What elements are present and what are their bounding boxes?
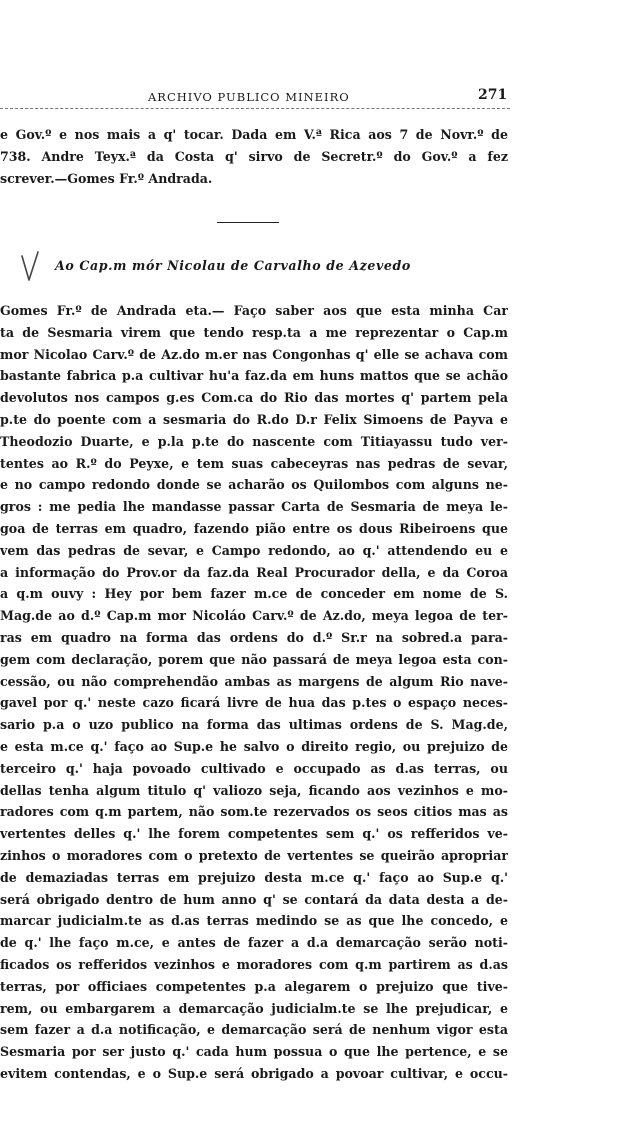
text-line: ta de Sesmaria virem que tendo resp.ta a me reprezentar o Cap.m bbox=[0, 324, 508, 340]
text-line: de q.' lhe faço m.ce, e antes de fazer a d.a demarcação serão noti- bbox=[0, 935, 508, 951]
text-line: evitem contendas, e o Sup.e será obrigado a povoar cultivar, e occu- bbox=[0, 1065, 508, 1081]
text-line: de demaziadas terras em prejuizo desta m.ce q.' faço ao Sup.e q.' bbox=[0, 869, 508, 885]
text-line: radores com q.m partem, não som.te rezervados os seos citios mas as bbox=[0, 804, 508, 820]
text-line: screver.—Gomes Fr.º Andrada. bbox=[0, 170, 213, 186]
text-line: e Gov.º e nos mais a q' tocar. Dada em V.ª Rica aos 7 de Novr.º de bbox=[0, 127, 508, 142]
text-line: vertentes delles q.' lhe forem competentes sem q.' os refferidos ve- bbox=[0, 826, 508, 842]
text-line: vem das pedras de sevar, e Campo redondo, ao q.' attendendo eu e bbox=[0, 542, 508, 558]
text-line: p.te do poente com a sesmaria do R.do D.r Felix Simoens de Payva e bbox=[0, 411, 508, 427]
body-paragraph bbox=[0, 300, 508, 1085]
text-line: devolutos nos campos g.es Com.ca do Rio das mortes q' partem pela bbox=[0, 390, 508, 406]
page-number: 271 bbox=[478, 87, 508, 103]
text-line: goa de terras em quadro, fazendo pião entre os dous Ribeiroens que bbox=[0, 520, 508, 536]
text-line: Theodozio Duarte, e p.la p.te do nascente com Titiayassu tudo ver- bbox=[0, 433, 508, 449]
text-line: ras em quadro na forma das ordens do d.º Sr.r na sobred.a para- bbox=[0, 629, 508, 645]
section-heading: Ao Cap.m mór Nicolau de Carvalho de Azevedo bbox=[55, 258, 411, 273]
text-line: terceiro q.' haja povoado cultivado e occupado as d.as terras, ou bbox=[0, 760, 508, 776]
text-line: sario p.a o uzo publico na forma das ultimas ordens de S. Mag.de, bbox=[0, 717, 508, 733]
opening-paragraph bbox=[0, 124, 508, 189]
text-line: gros : me pedia lhe mandasse passar Carta de Sesmaria de meya le- bbox=[0, 499, 508, 515]
text-line: Mag.de ao d.º Cap.m mor Nicoláo Carv.º de Az.do, meya legoa de ter- bbox=[0, 608, 508, 624]
check-mark-icon bbox=[20, 250, 40, 284]
text-line: sem fazer a d.a notificação, e demarcação será de nenhum vigor esta bbox=[0, 1022, 508, 1038]
text-line: Gomes Fr.º de Andrada eta.— Faço saber aos que esta minha Car bbox=[0, 303, 508, 318]
text-line: a informação do Prov.or da faz.da Real Procurador della, e da Coroa bbox=[0, 564, 508, 580]
running-title: ARCHIVO PUBLICO MINEIRO bbox=[148, 90, 350, 104]
text-line: bastante fabrica p.a cultivar hu'a faz.da em huns mattos que se achão bbox=[0, 368, 508, 384]
text-line: Sesmaria por ser justo q.' cada hum possua o que lhe pertence, e se bbox=[0, 1044, 508, 1060]
text-line: a q.m ouvy : Hey por bem fazer m.ce de conceder em nome de S. bbox=[0, 586, 508, 602]
text-line: ficados os refferidos vezinhos e moradores com q.m partirem as d.as bbox=[0, 956, 508, 972]
text-line: tentes ao R.º do Peyxe, e tem suas cabeceyras nas pedras de sevar, bbox=[0, 455, 508, 471]
text-line: mor Nicolao Carv.º de Az.do m.er nas Congonhas q' elle se achava com bbox=[0, 346, 508, 362]
text-line: cessão, ou não comprehendão ambas as margens de algum Rio nave- bbox=[0, 673, 508, 689]
text-line: rem, ou embargarem a demarcação judicialm.te se lhe prejudicar, e bbox=[0, 1000, 508, 1016]
section-divider bbox=[217, 222, 279, 223]
text-line: será obrigado dentro de hum anno q' se contará da data desta a de- bbox=[0, 891, 508, 907]
text-line: zinhos o moradores com o pretexto de vertentes se queirão apropriar bbox=[0, 847, 508, 863]
text-line: terras, por officiaes competentes p.a alegarem o prejuizo que tive- bbox=[0, 978, 508, 994]
text-line: marcar judicialm.te as d.as terras medindo se as que lhe concedo, e bbox=[0, 913, 508, 929]
text-line: e no campo redondo donde se acharão os Quilombos com alguns ne- bbox=[0, 477, 508, 493]
text-line: gem com declaração, porem que não passará de meya legoa esta con- bbox=[0, 651, 508, 667]
running-header bbox=[0, 88, 510, 109]
text-line: e esta m.ce q.' faço ao Sup.e he salvo o direito regio, ou prejuizo de bbox=[0, 738, 508, 754]
text-line: 738. Andre Teyx.ª da Costa q' sirvo de Secretr.º do Gov.º a fez bbox=[0, 148, 508, 164]
text-line: gavel por q.' neste cazo ficará livre de hua das p.tes o espaço neces- bbox=[0, 695, 508, 711]
text-line: dellas tenha algum titulo q' valiozo seja, ficando aos vezinhos e mo- bbox=[0, 782, 508, 798]
